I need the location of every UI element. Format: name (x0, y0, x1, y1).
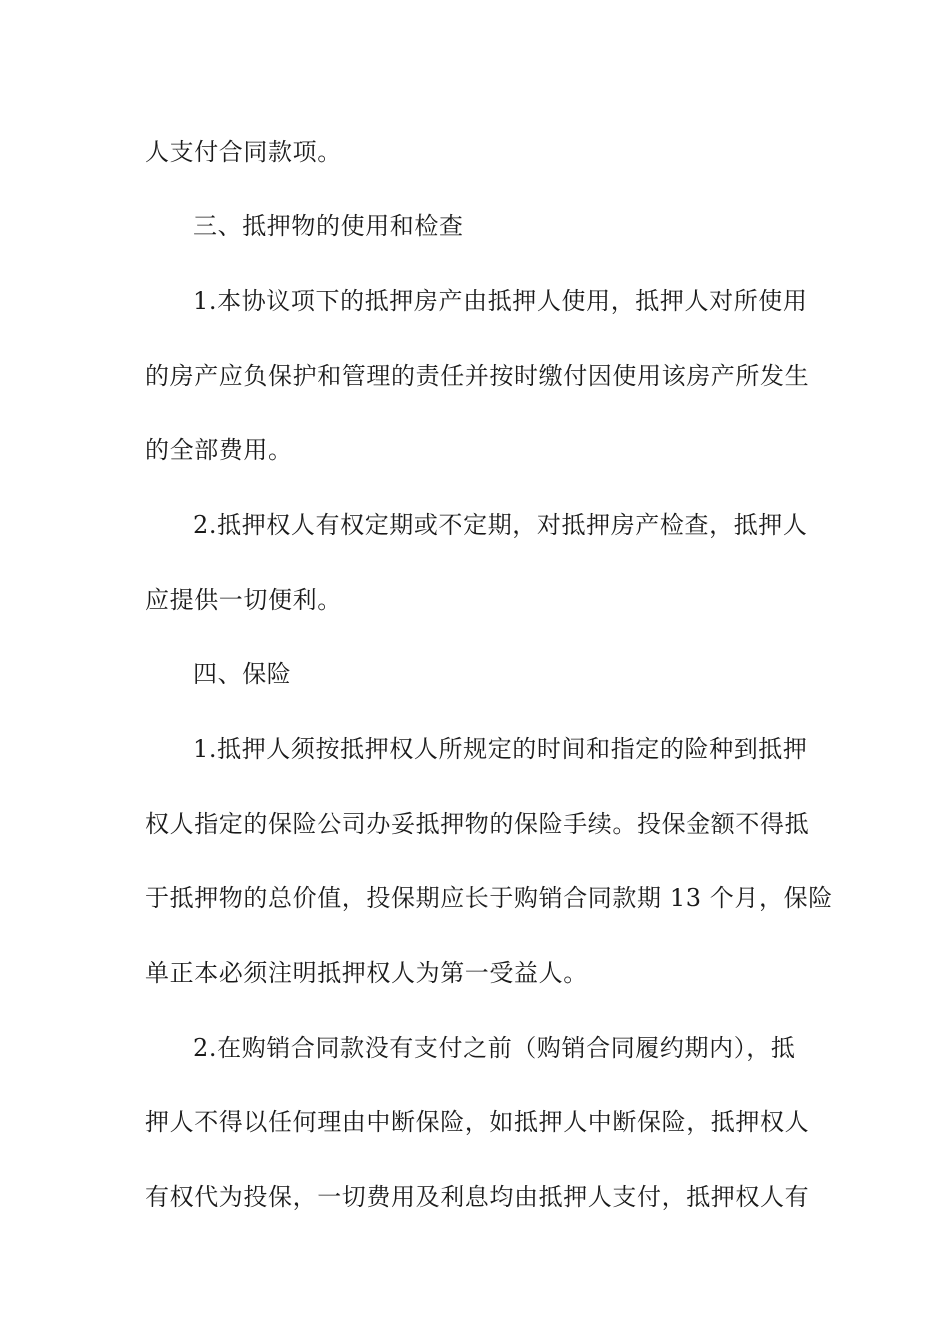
text-line: 押人不得以任何理由中断保险，如抵押人中断保险，抵押权人 (145, 1108, 810, 1136)
section-heading: 四、保险 (193, 660, 292, 688)
text-line: 于抵押物的总价值，投保期应长于购销合同款期 13 个月，保险 (145, 884, 833, 912)
text-line: 1.抵押人须按抵押权人所规定的时间和指定的险种到抵押 (193, 735, 808, 763)
text-line: 应提供一切便利。 (145, 586, 342, 614)
text-line: 的房产应负保护和管理的责任并按时缴付因使用该房产所发生 (145, 362, 810, 390)
section-heading: 三、抵押物的使用和检查 (193, 212, 464, 240)
text-line: 2.在购销合同款没有支付之前（购销合同履约期内），抵 (193, 1034, 796, 1062)
text-line: 人支付合同款项。 (145, 138, 342, 166)
text-line: 权人指定的保险公司办妥抵押物的保险手续。投保金额不得抵 (145, 810, 810, 838)
text-line: 有权代为投保，一切费用及利息均由抵押人支付，抵押权人有 (145, 1183, 810, 1211)
text-line: 的全部费用。 (145, 436, 293, 464)
text-line: 2.抵押权人有权定期或不定期，对抵押房产检查，抵押人 (193, 511, 808, 539)
text-line: 单正本必须注明抵押权人为第一受益人。 (145, 959, 588, 987)
text-line: 1.本协议项下的抵押房产由抵押人使用，抵押人对所使用 (193, 287, 808, 315)
